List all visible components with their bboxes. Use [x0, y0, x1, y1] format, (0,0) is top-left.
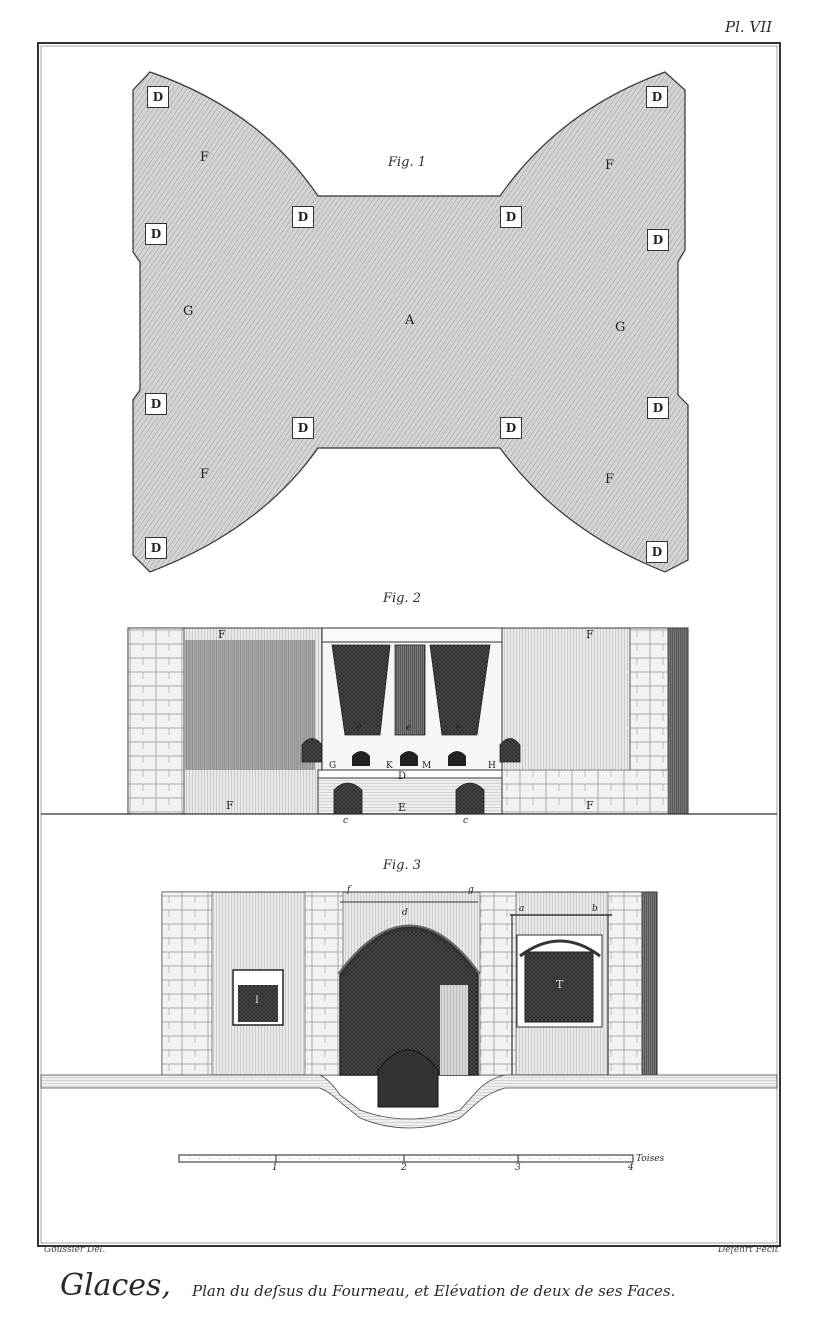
fig2-arch-side-left: [302, 739, 322, 763]
scale-label: 4: [628, 1163, 634, 1173]
fig2-wall-left-shade: [185, 640, 315, 770]
fig2-label: Fig. 2: [383, 591, 422, 606]
fig1-marker-d: D: [500, 206, 522, 228]
fig1-marker-d: D: [647, 229, 669, 251]
fig3-quoins-far: [608, 892, 642, 1075]
scale-bar-body: [179, 1155, 633, 1162]
fig2-arch-side-right: [500, 739, 520, 763]
fig2-letter-e: e: [455, 723, 461, 733]
fig1-letter-g: G: [615, 320, 626, 335]
fig3-quoins-left: [162, 892, 212, 1075]
scale-unit: Toises: [636, 1154, 665, 1164]
fig1-marker-d: D: [147, 86, 169, 108]
fig2-letter-d: D: [398, 771, 407, 782]
fig3-quoins-mid: [305, 892, 343, 1075]
fig3-letter-b: b: [592, 904, 598, 914]
fig2-base-right: [500, 770, 668, 814]
fig3-edge: [642, 892, 657, 1075]
fig3-letter-g: g: [468, 885, 474, 895]
fig1-letter-a: A: [405, 313, 415, 328]
fig3-inner-light: [440, 985, 468, 1075]
fig2-letter-m: M: [422, 761, 432, 771]
fig3-letter-t: T: [556, 978, 564, 991]
fig3-label: Fig. 3: [383, 858, 422, 873]
fig2-letter-f: F: [586, 628, 594, 641]
fig1-marker-d: D: [647, 397, 669, 419]
fig2-letter-e: E: [398, 801, 407, 814]
fig3-letter-i: I: [255, 995, 259, 1006]
fig1-letter-f: F: [200, 150, 210, 165]
fig2-quoins-left: [128, 628, 184, 814]
fig2-letter-c: c: [343, 816, 349, 826]
fig2-center-column: [395, 645, 425, 735]
fig1-marker-d: D: [646, 541, 668, 563]
plate-title: Glaces,: [60, 1268, 171, 1303]
fig1-marker-d: D: [292, 206, 314, 228]
fig2-arch-lower-right: [456, 783, 484, 814]
fig1-marker-d: D: [145, 537, 167, 559]
fig2-letter-c: c: [463, 816, 469, 826]
fig2-cornice: [322, 628, 502, 642]
fig2-arch-lower-left: [334, 783, 362, 814]
fig2-letter-k: K: [386, 761, 393, 771]
fig1-marker-d: D: [145, 223, 167, 245]
fig1-label: Fig. 1: [388, 155, 427, 170]
fig2-ledge: [318, 770, 502, 778]
fig3-letter-d: d: [402, 908, 408, 918]
engraver-credit: Defehrt Fecit: [718, 1245, 779, 1255]
scale-label: 1: [272, 1163, 278, 1173]
fig2-right-edge: [668, 628, 688, 814]
scale-bar: [179, 1155, 633, 1162]
fig2-letter-e: e: [406, 723, 412, 733]
delineator-credit: Goussier Del.: [44, 1245, 106, 1255]
plate-number: Pl. VII: [725, 18, 773, 36]
fig1-letter-f: F: [605, 158, 615, 173]
fig3-letter-a: a: [519, 904, 525, 914]
fig2-letter-f: F: [586, 799, 594, 812]
fig1-letter-f: F: [200, 467, 210, 482]
fig1-marker-d: D: [145, 393, 167, 415]
fig2-letter-f: F: [226, 799, 234, 812]
fig2-letter-f: F: [218, 628, 226, 641]
fig2-letter-g: G: [329, 761, 337, 771]
fig2-letter-h: H: [488, 761, 496, 771]
fig1-marker-d: D: [500, 417, 522, 439]
scale-label: 2: [401, 1163, 407, 1173]
plate-subtitle: Plan du deſsus du Fourneau, et Elévation de deux de ses Faces.: [192, 1282, 676, 1300]
fig3-quoins-right: [480, 892, 516, 1075]
fig2-letter-e: e: [356, 723, 362, 733]
fig1-marker-d: D: [646, 86, 668, 108]
scale-label: 3: [515, 1163, 521, 1173]
fig1-letter-f: F: [605, 472, 615, 487]
fig1-marker-d: D: [292, 417, 314, 439]
fig2-elevation: [128, 628, 688, 814]
fig1-letter-g: G: [183, 304, 194, 319]
fig3-letter-f: f: [347, 885, 351, 895]
